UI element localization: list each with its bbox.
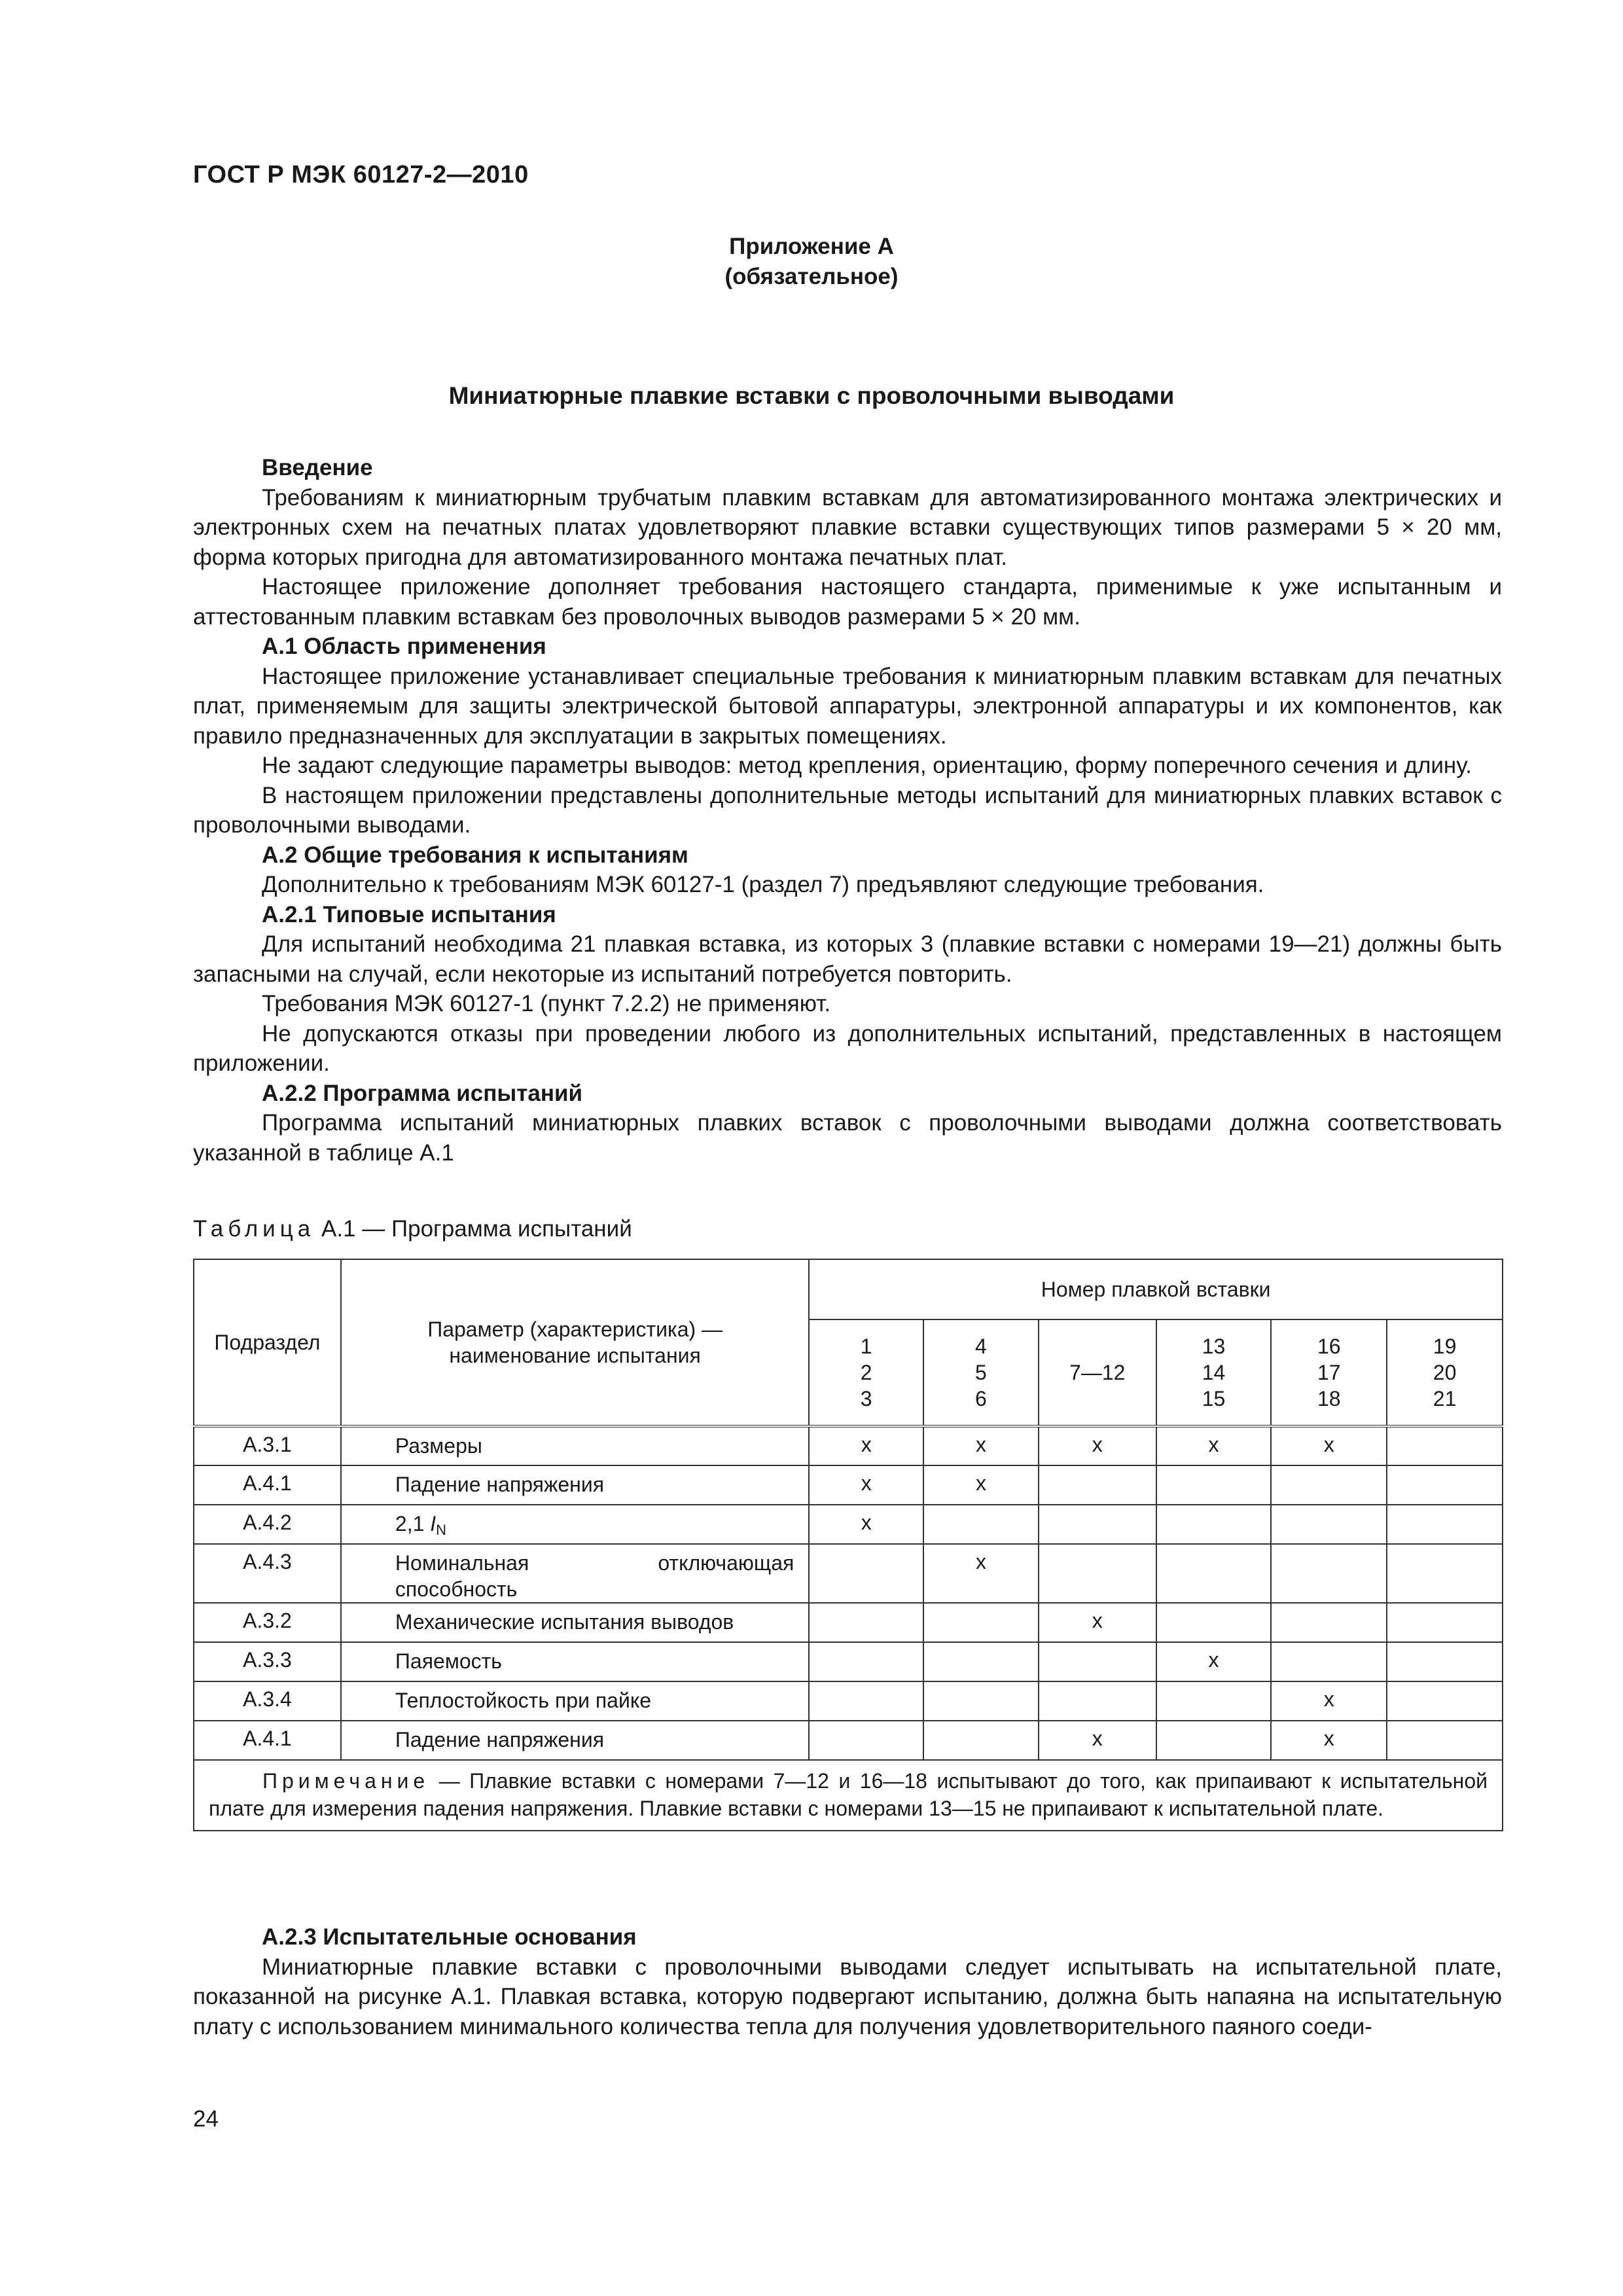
fuse-number: 7—12	[1069, 1361, 1126, 1384]
fuse-number: 13	[1202, 1335, 1226, 1358]
fuse-number: 5	[975, 1361, 987, 1384]
fuse-number: 16	[1317, 1335, 1341, 1358]
appendix-label-block	[0, 232, 1623, 292]
appendix-title: Миниатюрные плавкие вставки с проволочными выводами	[448, 382, 1175, 409]
subsection-cell: А.3.1	[194, 1426, 341, 1465]
test-mark-cell	[1156, 1544, 1272, 1603]
parameter-cell: Падение напряжения	[341, 1721, 809, 1760]
section-heading: А.2.1 Типовые испытания	[262, 901, 556, 927]
fuse-number: 6	[975, 1387, 987, 1410]
page-number: 24	[193, 2106, 219, 2132]
test-mark-cell	[1387, 1544, 1503, 1603]
test-mark-cell: x	[1271, 1426, 1387, 1465]
table-row	[194, 1681, 1503, 1721]
fuse-group-header	[1039, 1319, 1156, 1426]
test-mark-cell	[923, 1721, 1039, 1760]
table-row	[194, 1721, 1503, 1760]
test-mark-cell	[1387, 1642, 1503, 1681]
paragraph: Не допускаются отказы при проведении любого из дополнительных испытаний, представленных в настоящем приложении.	[193, 1020, 1502, 1076]
subsection-cell: А.4.3	[194, 1544, 341, 1603]
test-mark-cell	[923, 1505, 1039, 1544]
test-mark-cell	[809, 1721, 923, 1760]
header-parameter	[341, 1259, 809, 1426]
test-mark-cell	[1387, 1426, 1503, 1465]
section-heading: А.2.2 Программа испытаний	[262, 1080, 583, 1106]
test-mark-cell	[1387, 1721, 1503, 1760]
table-note	[194, 1760, 1503, 1831]
test-mark-cell: x	[923, 1426, 1039, 1465]
test-mark-cell: x	[1271, 1721, 1387, 1760]
fuse-number: 17	[1317, 1361, 1341, 1384]
test-mark-cell: x	[1039, 1603, 1156, 1642]
test-mark-cell	[809, 1681, 923, 1721]
fuse-number: 2	[860, 1361, 872, 1384]
test-mark-cell	[1271, 1544, 1387, 1603]
test-mark-cell	[1271, 1642, 1387, 1681]
section-heading: А.2 Общие требования к испытаниям	[262, 842, 688, 868]
test-mark-cell: x	[923, 1544, 1039, 1603]
paragraph: Настоящее приложение дополняет требования настоящего стандарта, применимые к уже испытанным и аттестованным плавким вставкам без проволочных выводов размерами 5 × 20 мм.	[193, 574, 1502, 630]
parameter-cell: Теплостойкость при пайке	[341, 1681, 809, 1721]
test-mark-cell	[1039, 1681, 1156, 1721]
parameter-cell: Номинальная отключающая способность	[341, 1544, 809, 1603]
test-mark-cell	[923, 1603, 1039, 1642]
test-mark-cell: x	[923, 1465, 1039, 1505]
section-heading: Введение	[262, 455, 373, 480]
test-mark-cell	[923, 1681, 1039, 1721]
test-mark-cell	[1387, 1505, 1503, 1544]
fuse-number: 4	[975, 1335, 987, 1358]
paragraph: Для испытаний необходима 21 плавкая вставка, из которых 3 (плавкие вставки с номерами 19—21) должны быть запасными на случай, если некоторые из испытаний потребуется повторить.	[193, 931, 1502, 987]
test-mark-cell: x	[1039, 1721, 1156, 1760]
paragraph: В настоящем приложении представлены дополнительные методы испытаний для миниатюрных плавких вставок с проволочными выводами.	[193, 782, 1502, 838]
paragraph: Требованиям к миниатюрным трубчатым плавким вставкам для автоматизированного монтажа электрических и электронных схем на печатных платах удовлетворяют плавкие вставки существующих типов размерами 5 × 20 мм, форма которых пригодна для автоматизированного монтажа печатных плат.	[193, 484, 1502, 570]
table-row	[194, 1465, 1503, 1505]
table-caption	[193, 1216, 632, 1242]
test-mark-cell	[809, 1544, 923, 1603]
fuse-group-header	[809, 1319, 923, 1426]
fuse-group-header	[1387, 1319, 1503, 1426]
table-row	[194, 1505, 1503, 1544]
test-program-table	[193, 1259, 1503, 1831]
paragraph: Программа испытаний миниатюрных плавких вставок с проволочными выводами должна соответствовать указанной в таблице А.1	[193, 1110, 1502, 1166]
test-mark-cell	[1039, 1544, 1156, 1603]
paragraph: Не задают следующие параметры выводов: метод крепления, ориентацию, форму поперечного сечения и длину.	[262, 753, 1472, 778]
table-row	[194, 1603, 1503, 1642]
paragraph: Миниатюрные плавкие вставки с проволочными выводами следует испытывать на испытательной плате, показанной на рисунке А.1. Плавкая вставка, которую подвергают испытанию, должна быть напаяна на испытательную плату с использованием минимального количества тепла для получения удовлетворительного паяного соеди-	[193, 1954, 1502, 2039]
fuse-number: 15	[1202, 1387, 1226, 1410]
standard-header: ГОСТ Р МЭК 60127-2—2010	[193, 161, 529, 188]
parameter-cell: Размеры	[341, 1426, 809, 1465]
subsection-cell: А.4.1	[194, 1465, 341, 1505]
appendix-label: Приложение А	[729, 234, 894, 259]
body-text	[193, 453, 1502, 1168]
test-mark-cell	[809, 1603, 923, 1642]
test-mark-cell	[1387, 1603, 1503, 1642]
parameter-cell	[341, 1505, 809, 1544]
test-mark-cell: x	[809, 1426, 923, 1465]
test-mark-cell	[1156, 1681, 1272, 1721]
parameter-cell: Падение напряжения	[341, 1465, 809, 1505]
test-mark-cell	[1156, 1721, 1272, 1760]
test-mark-cell	[1156, 1603, 1272, 1642]
fuse-number: 20	[1433, 1361, 1457, 1384]
fuse-number: 1	[860, 1335, 872, 1358]
note-text: — Плавкие вставки с номерами 7—12 и 16—18 испытывают до того, как припаивают к испытательной плате для измерения падения напряжения. Плавкие вставки с номерами 13—15 не припаивают к испытательной плате.	[209, 1769, 1488, 1820]
test-mark-cell	[1156, 1505, 1272, 1544]
table-caption-text: А.1 — Программа испытаний	[321, 1216, 632, 1242]
parameter-cell: Паяемость	[341, 1642, 809, 1681]
subsection-cell: А.3.3	[194, 1642, 341, 1681]
test-mark-cell	[1387, 1681, 1503, 1721]
test-mark-cell: x	[1271, 1681, 1387, 1721]
subsection-cell: А.4.1	[194, 1721, 341, 1760]
test-mark-cell: x	[1039, 1426, 1156, 1465]
table-body	[194, 1426, 1503, 1831]
test-mark-cell	[1387, 1465, 1503, 1505]
table-row	[194, 1642, 1503, 1681]
current-subscript: N	[436, 1522, 447, 1538]
header-parameter-line2: наименование испытания	[449, 1344, 701, 1367]
fuse-number: 18	[1317, 1387, 1341, 1410]
fuse-number: 21	[1433, 1387, 1457, 1410]
subsection-cell: А.4.2	[194, 1505, 341, 1544]
fuse-number: 3	[860, 1387, 872, 1410]
current-symbol: I	[430, 1512, 437, 1535]
table-caption-prefix: Таблица	[193, 1216, 315, 1242]
test-mark-cell: x	[809, 1465, 923, 1505]
test-mark-cell	[1039, 1465, 1156, 1505]
note-prefix: Примечание	[262, 1769, 430, 1793]
header-subsection: Подраздел	[194, 1259, 341, 1426]
subsection-cell: А.3.2	[194, 1603, 341, 1642]
fuse-number: 14	[1202, 1361, 1226, 1384]
table-note-row	[194, 1760, 1503, 1831]
tail-text	[193, 1922, 1502, 2041]
test-mark-cell	[1271, 1505, 1387, 1544]
fuse-number: 19	[1433, 1335, 1457, 1358]
table-row	[194, 1544, 1503, 1603]
test-mark-cell: x	[809, 1505, 923, 1544]
paragraph: Дополнительно к требованиям МЭК 60127-1 (раздел 7) предъявляют следующие требования.	[262, 872, 1264, 897]
appendix-status: (обязательное)	[724, 264, 899, 289]
test-mark-cell	[809, 1642, 923, 1681]
fuse-group-header	[1156, 1319, 1272, 1426]
test-mark-cell	[1271, 1603, 1387, 1642]
section-heading: А.2.3 Испытательные основания	[262, 1924, 637, 1950]
test-mark-cell: x	[1156, 1642, 1272, 1681]
header-fuse-number: Номер плавкой вставки	[809, 1259, 1503, 1319]
test-mark-cell	[1039, 1642, 1156, 1681]
test-mark-cell: x	[1156, 1426, 1272, 1465]
test-mark-cell	[1039, 1505, 1156, 1544]
fuse-group-header	[1271, 1319, 1387, 1426]
parameter-value: 2,1	[395, 1512, 431, 1535]
paragraph: Требования МЭК 60127-1 (пункт 7.2.2) не применяют.	[262, 991, 831, 1016]
table-row	[194, 1426, 1503, 1465]
test-mark-cell	[1156, 1465, 1272, 1505]
fuse-group-header	[923, 1319, 1039, 1426]
section-heading: А.1 Область применения	[262, 634, 546, 659]
parameter-cell: Механические испытания выводов	[341, 1603, 809, 1642]
header-parameter-line1: Параметр (характеристика) —	[427, 1318, 723, 1341]
paragraph: Настоящее приложение устанавливает специальные требования к миниатюрным плавким вставкам для печатных плат, применяемым для защиты электрической бытовой аппаратуры, электронной аппаратуры и их компонентов, как правило предназначенных для эксплуатации в закрытых помещениях.	[193, 663, 1502, 749]
test-mark-cell	[1271, 1465, 1387, 1505]
test-mark-cell	[923, 1642, 1039, 1681]
subsection-cell: А.3.4	[194, 1681, 341, 1721]
